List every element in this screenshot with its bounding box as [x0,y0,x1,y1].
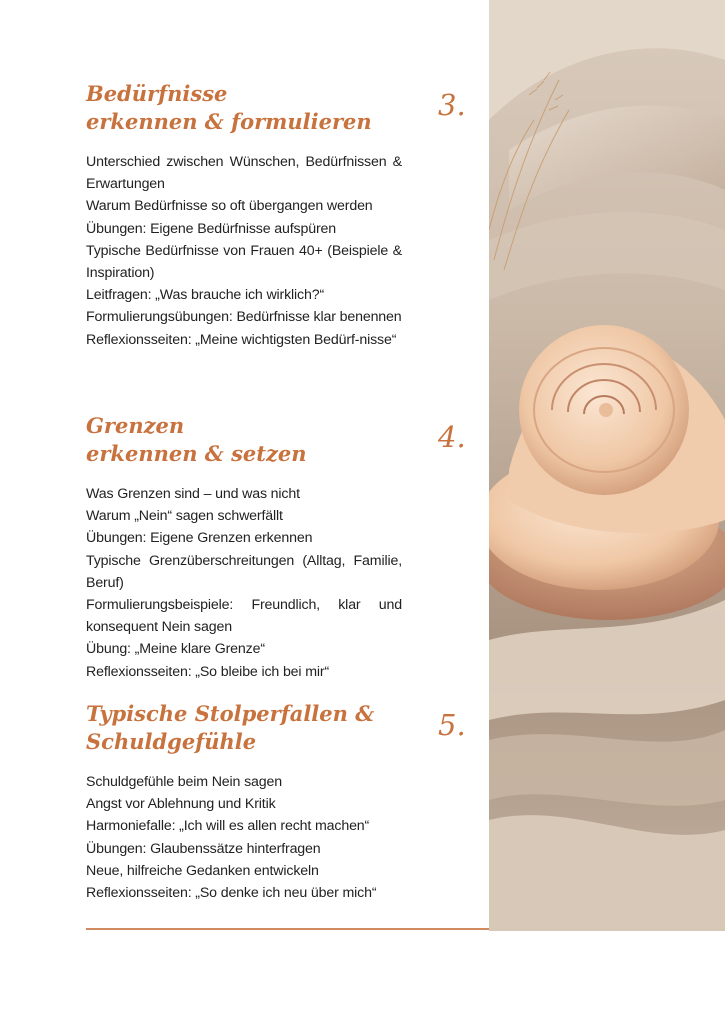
list-item: Warum „Nein“ sagen schwerfällt [86,508,283,525]
chapter-3-title [86,80,402,136]
list-item: Was Grenzen sind – und was nicht [86,486,300,502]
list-item: Übung: „Meine klare Grenze“ [86,641,265,658]
chapter-5 [86,700,466,904]
list-item: Übungen: Eigene Grenzen erkennen [86,530,313,547]
chapter-4 [86,412,466,683]
list-item: Angst vor Ablehnung und Kritik [86,796,276,813]
list-item: Schuldgefühle beim Nein sagen [86,774,282,790]
list-item: Warum Bedürfnisse so oft übergangen werden [86,198,373,215]
chapter-3-number: 3. [438,88,466,122]
chapter-3 [86,80,466,351]
list-item: Harmoniefalle: „Ich will es allen recht machen“ [86,818,370,835]
list-item: Übungen: Eigene Bedürfnisse aufspüren [86,220,337,237]
chapter-5-number: 5. [438,708,466,742]
list-item: Typische Bedürfnisse von Frauen 40+ (Beispiele & Inspiration) [86,242,402,282]
list-item: Formulierungsübungen: Bedürfnisse klar benennen [86,309,402,326]
list-item: Reflexionsseiten: „Meine wichtigsten Bedürf-nisse“ [86,331,397,348]
chapter-4-number: 4. [438,420,466,454]
list-item: Neue, hilfreiche Gedanken entwickeln [86,862,319,879]
rose-illustration [489,0,725,931]
list-item: Reflexionsseiten: „So denke ich neu über mich“ [86,885,377,902]
chapter-5-title-line1: Typische Stolperfallen & [86,701,375,726]
chapter-5-title [86,700,402,756]
list-item: Übungen: Glaubenssätze hinterfragen [86,840,321,857]
list-item: Unterschied zwischen Wünschen, Bedürfnissen & Erwartungen [86,154,402,193]
chapter-5-title-line2: Schuldgefühle [86,729,257,754]
chapter-4-title [86,412,402,468]
list-item: Typische Grenzüberschreitungen (Alltag, Familie, Beruf) [86,552,402,591]
chapter-4-title-line1: Grenzen [86,413,185,438]
chapter-3-title-line1: Bedürfnisse [86,81,228,106]
chapter-5-items [86,771,402,904]
chapter-4-title-line2: erkennen & setzen [86,441,307,466]
chapter-3-title-line2: erkennen & formulieren [86,109,372,134]
list-item: Reflexionsseiten: „So bleibe ich bei mir“ [86,663,330,680]
chapter-3-items [86,151,402,351]
list-item: Formulierungsbeispiele: Freundlich, klar und konsequent Nein sagen [86,597,402,636]
list-item: Leitfragen: „Was brauche ich wirklich?“ [86,287,325,304]
chapter-4-items [86,483,402,683]
bottom-divider [86,928,489,930]
rose-image [489,0,725,931]
